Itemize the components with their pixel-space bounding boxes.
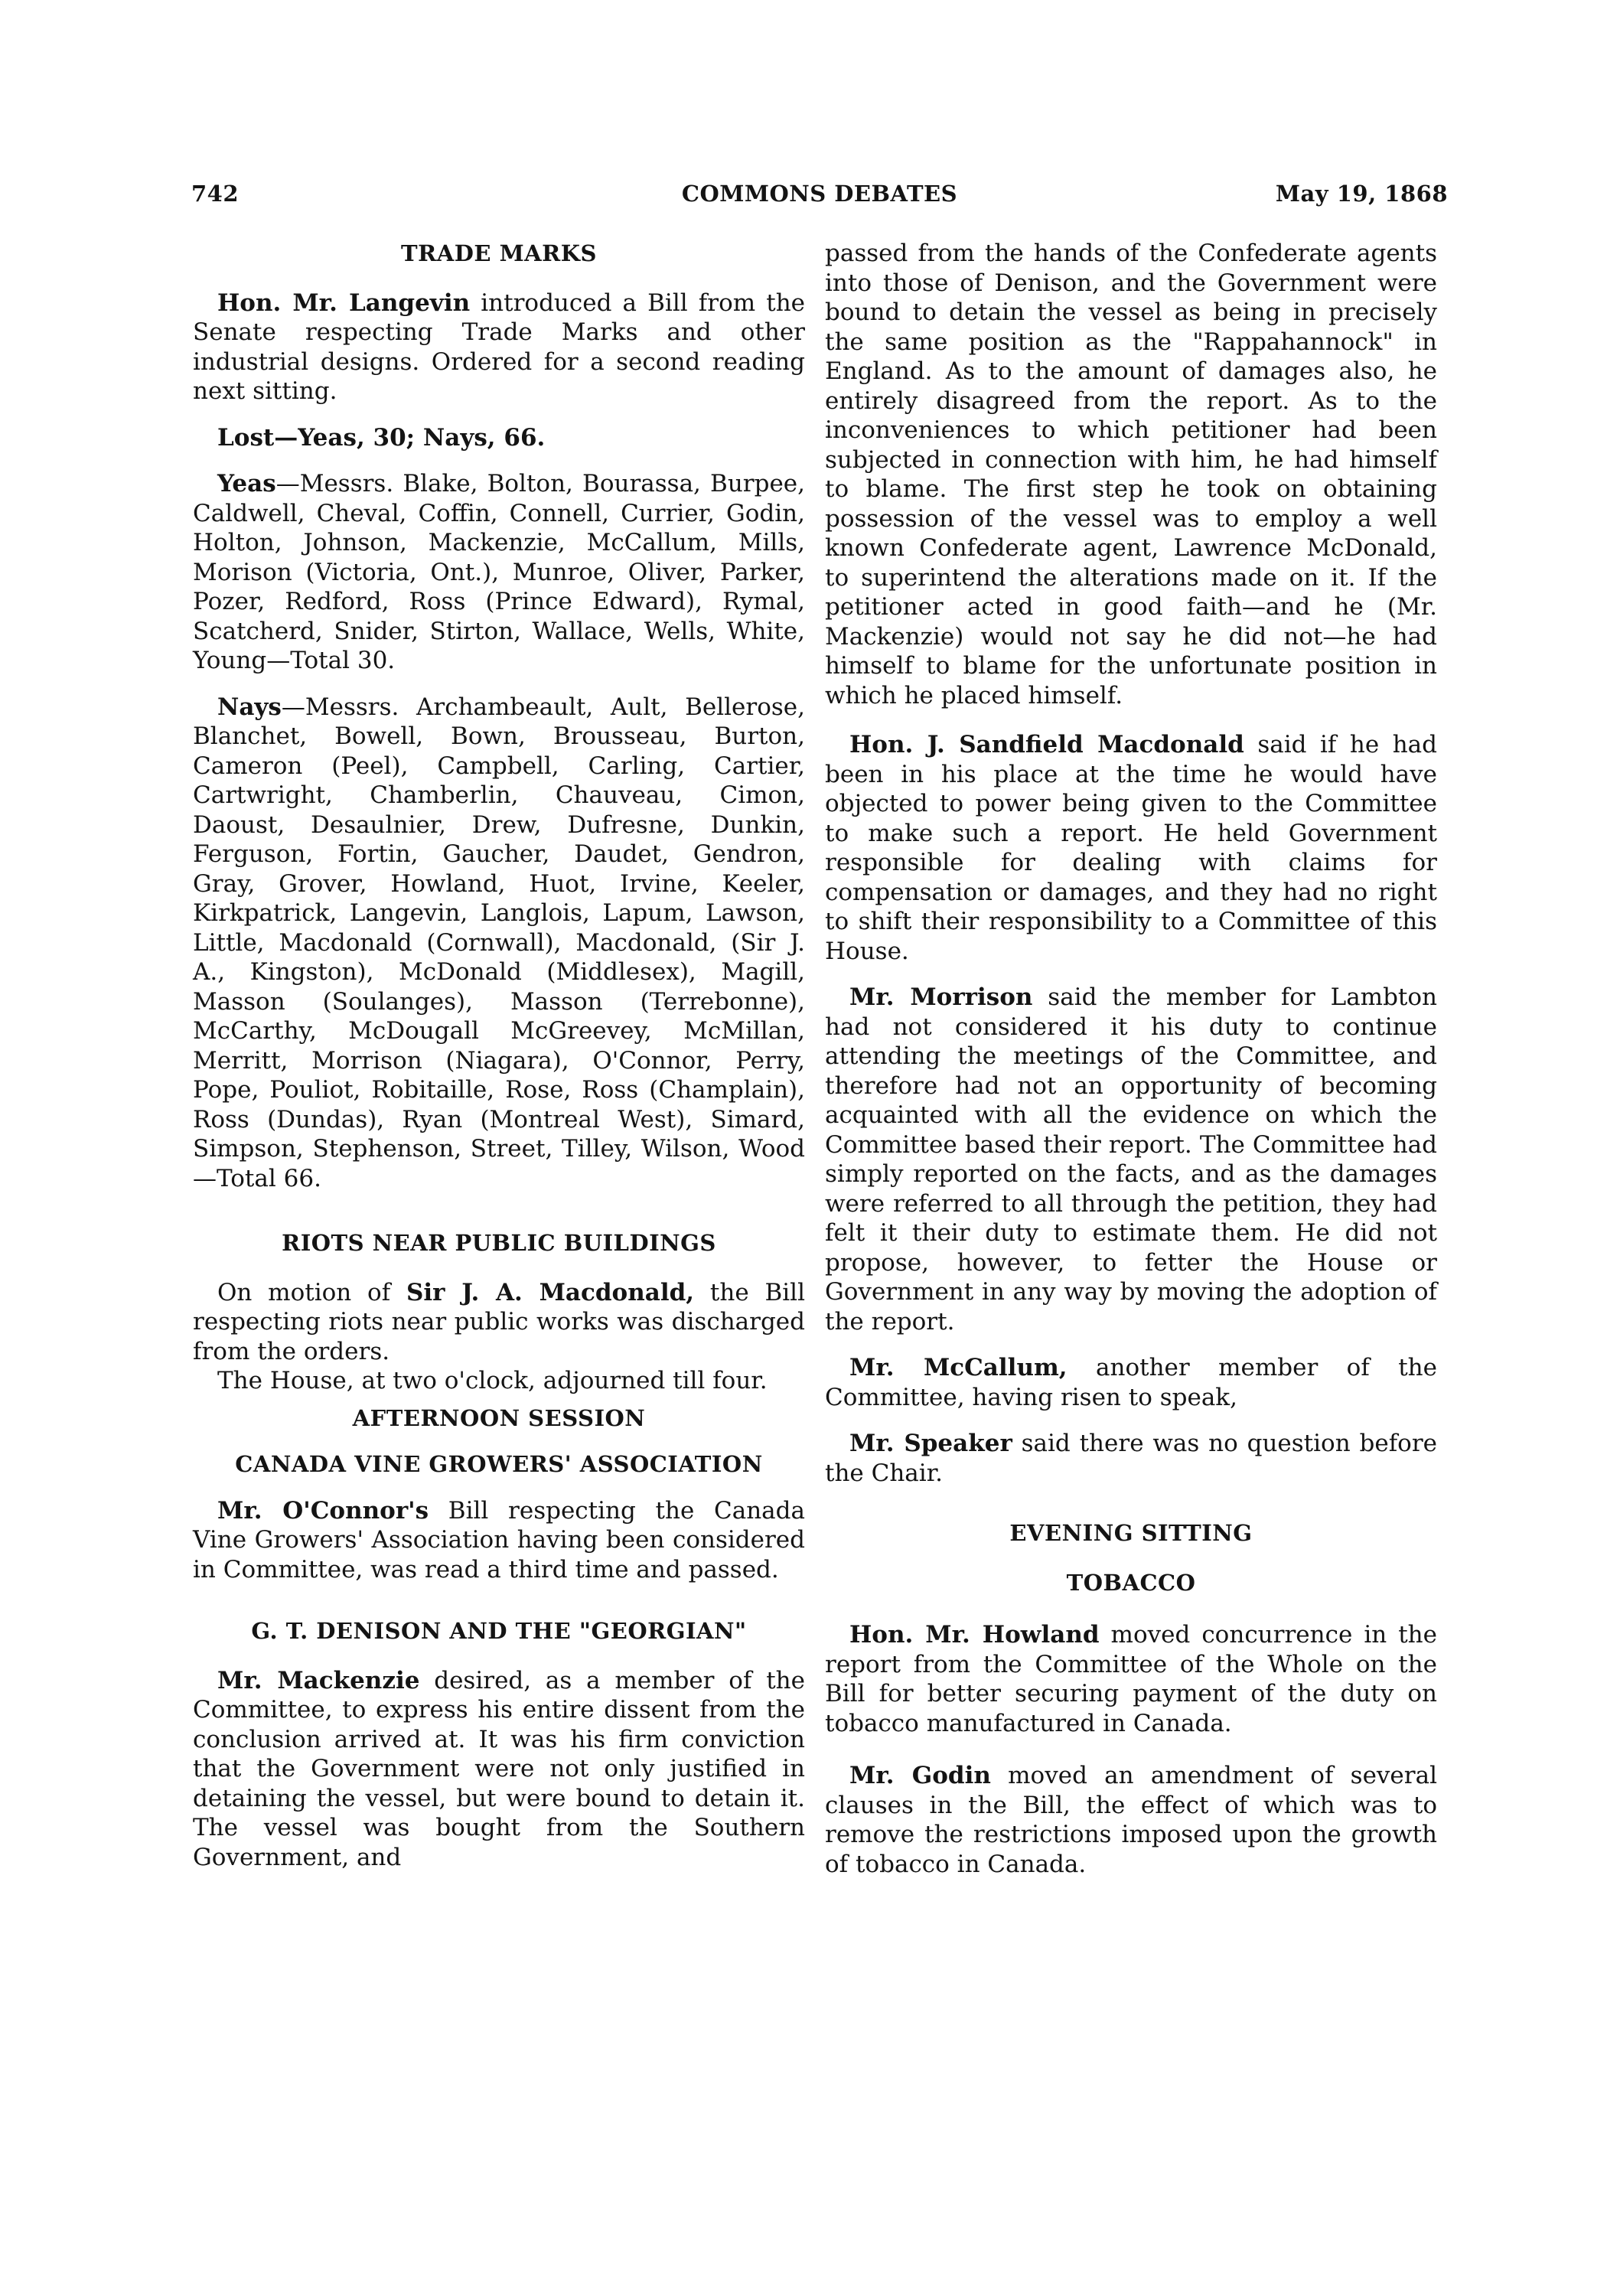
left-column — [193, 239, 805, 1889]
speaker-name: Mr. McCallum, — [849, 1354, 1068, 1381]
paragraph-morrison — [825, 983, 1437, 1336]
heading-vine-growers: CANADA VINE GROWERS' ASSOCIATION — [235, 1451, 763, 1477]
page-date: May 19, 1868 — [1275, 181, 1448, 207]
paragraph-text: moved an amendment of several clauses in the Bill, the effect of which was to remove the restrictions imposed upon the growth of tobacco in Canada. — [825, 1762, 1437, 1878]
speaker-name: Hon. Mr. Langevin — [217, 289, 471, 317]
paragraph-nays — [193, 693, 805, 1194]
paragraph-mccallum — [825, 1353, 1437, 1412]
paragraph-howland — [825, 1620, 1437, 1738]
paragraph-sandfield-macdonald — [825, 730, 1437, 966]
heading-evening-sitting: EVENING SITTING — [1009, 1520, 1253, 1546]
paragraph-yeas — [193, 469, 805, 676]
heading-riots: RIOTS NEAR PUBLIC BUILDINGS — [282, 1230, 716, 1256]
yeas-label: Yeas — [217, 470, 276, 497]
speaker-name: Mr. Mackenzie — [217, 1666, 420, 1694]
heading-denison-georgian: G. T. DENISON AND THE "GEORGIAN" — [251, 1618, 747, 1644]
paragraph-text: another member of the Committee, having risen to speak, — [825, 1354, 1437, 1411]
paragraph-text: Bill respecting the Canada Vine Growers' Association having been considered in Committee, was read a third time and passed. — [193, 1496, 805, 1583]
paragraph-mackenzie — [193, 1666, 805, 1873]
heading-trade-marks: TRADE MARKS — [401, 240, 597, 266]
speaker-name: Mr. Speaker — [849, 1430, 1012, 1457]
paragraph-vine-growers — [193, 1496, 805, 1585]
heading-afternoon-session: AFTERNOON SESSION — [352, 1404, 646, 1431]
paragraph-trade-marks — [193, 289, 805, 406]
speaker-name: Hon. J. Sandfield Macdonald — [849, 731, 1244, 758]
paragraph-text: said there was no question before the Chair. — [825, 1430, 1437, 1487]
publication-title: COMMONS DEBATES — [681, 181, 958, 207]
paragraph-text: introduced a Bill from the Senate respecting Trade Marks and other industrial designs. Ordered for a second reading next sitting. — [193, 289, 806, 405]
paragraph-adjourned: The House, at two o'clock, adjourned till four. — [217, 1367, 768, 1394]
yeas-list: —Messrs. Blake, Bolton, Bourassa, Burpee, Caldwell, Cheval, Coffin, Connell, Currier, Godin, Holton, Johnson, Mackenzie, McCallum, Mills, Morison (Victoria, Ont.), Munroe, Oliver, Parker, Pozer, Redford, Ross (Prince Edward), Rymal, Scatcherd, Snider, Stirton, Wallace, Wells, White, Young—Total 30. — [193, 470, 805, 674]
nays-list: —Messrs. Archambeault, Ault, Bellerose, Blanchet, Bowell, Bown, Brousseau, Burton, Cameron (Peel), Campbell, Carling, Cartier, Cartwright, Chamberlin, Chauveau, Cimon, Daoust, Desaulnier, Drew, Dufresne, Dunkin, Ferguson, Fortin, Gaucher, Daudet, Gendron, Gray, Grover, Howland, Huot, Irvine, Keeler, Kirkpatrick, Langevin, Langlois, Lapum, Lawson, Little, Macdonald (Cornwall), Macdonald, (Sir J. A., Kingston), McDonald (Middlesex), Magill, Masson (Soulanges), Masson (Terrebonne), McCarthy, McDougall McGreevey, McMillan, Merritt, Morrison (Niagara), O'Connor, Perry, Pope, Pouliot, Robitaille, Rose, Ross (Champlain), Ross (Dundas), Ryan (Montreal West), Simard, Simpson, Stephenson, Street, Tilley, Wilson, Wood—Total 66. — [193, 693, 805, 1192]
speaker-name: Hon. Mr. Howland — [849, 1621, 1100, 1649]
vote-result: Lost—Yeas, 30; Nays, 66. — [217, 423, 546, 452]
paragraph-text: On motion of — [217, 1278, 406, 1306]
paragraph-text: the Bill respecting riots near public works was discharged from the orders. — [193, 1278, 805, 1365]
page-number: 742 — [191, 181, 240, 207]
paragraph-riots — [193, 1278, 805, 1367]
heading-tobacco: TOBACCO — [1066, 1569, 1196, 1596]
paragraph-text: desired, as a member of the Committee, to express his entire dissent from the conclusion arrived at. It was his firm conviction that the Government were not only justified in detaining the vessel, but were bound to detain it. The vessel was bought from the Southern Government, and — [193, 1666, 805, 1871]
page-header — [191, 181, 1448, 211]
paragraph-text: said the member for Lambton had not considered it his duty to continue attending the meetings of the Committee, and therefore had not an opportunity of becoming acquainted with all the evidence on which the Committee based their report. The Committee had simply reported on the facts, and as the damages were referred to all through the petition, they had felt it their duty to estimate them. He did not propose, however, to fetter the House or Government in any way by moving the adoption of the report. — [825, 983, 1437, 1336]
right-column — [825, 239, 1437, 1896]
paragraph-continuation: passed from the hands of the Confederate agents into those of Denison, and the Government were bound to detain the vessel as being in precisely the same position as the "Rappahannock" in England. As to the amount of damages also, he entirely disagreed from the report. As to the inconveniences to which petitioner had been subjected in connection with him, he had himself to blame. The first step he took on obtaining possession of the vessel was to employ a well known Confederate agent, Lawrence McDonald, to superintend the alterations made on it. If the petitioner acted in good faith—and he (Mr. Mackenzie) would not say he did not—he had himself to blame for the unfortunate position in which he placed himself. — [825, 240, 1437, 709]
nays-label: Nays — [217, 693, 282, 721]
paragraph-godin — [825, 1761, 1437, 1879]
paragraph-text: moved concurrence in the report from the Committee of the Whole on the Bill for better securing payment of the duty on tobacco manufactured in Canada. — [825, 1621, 1437, 1737]
paragraph-speaker-ruling — [825, 1429, 1437, 1488]
speaker-name: Mr. O'Connor's — [217, 1496, 429, 1525]
speaker-name: Mr. Godin — [849, 1762, 991, 1789]
speaker-name: Sir J. A. Macdonald, — [406, 1278, 695, 1306]
speaker-name: Mr. Morrison — [849, 983, 1033, 1011]
paragraph-text: said if he had been in his place at the time he would have objected to power being given to the Committee to make such a report. He held Government responsible for dealing with claims for compensation or damages, and they had no right to shift their responsibility to a Committee of this House. — [825, 731, 1437, 965]
